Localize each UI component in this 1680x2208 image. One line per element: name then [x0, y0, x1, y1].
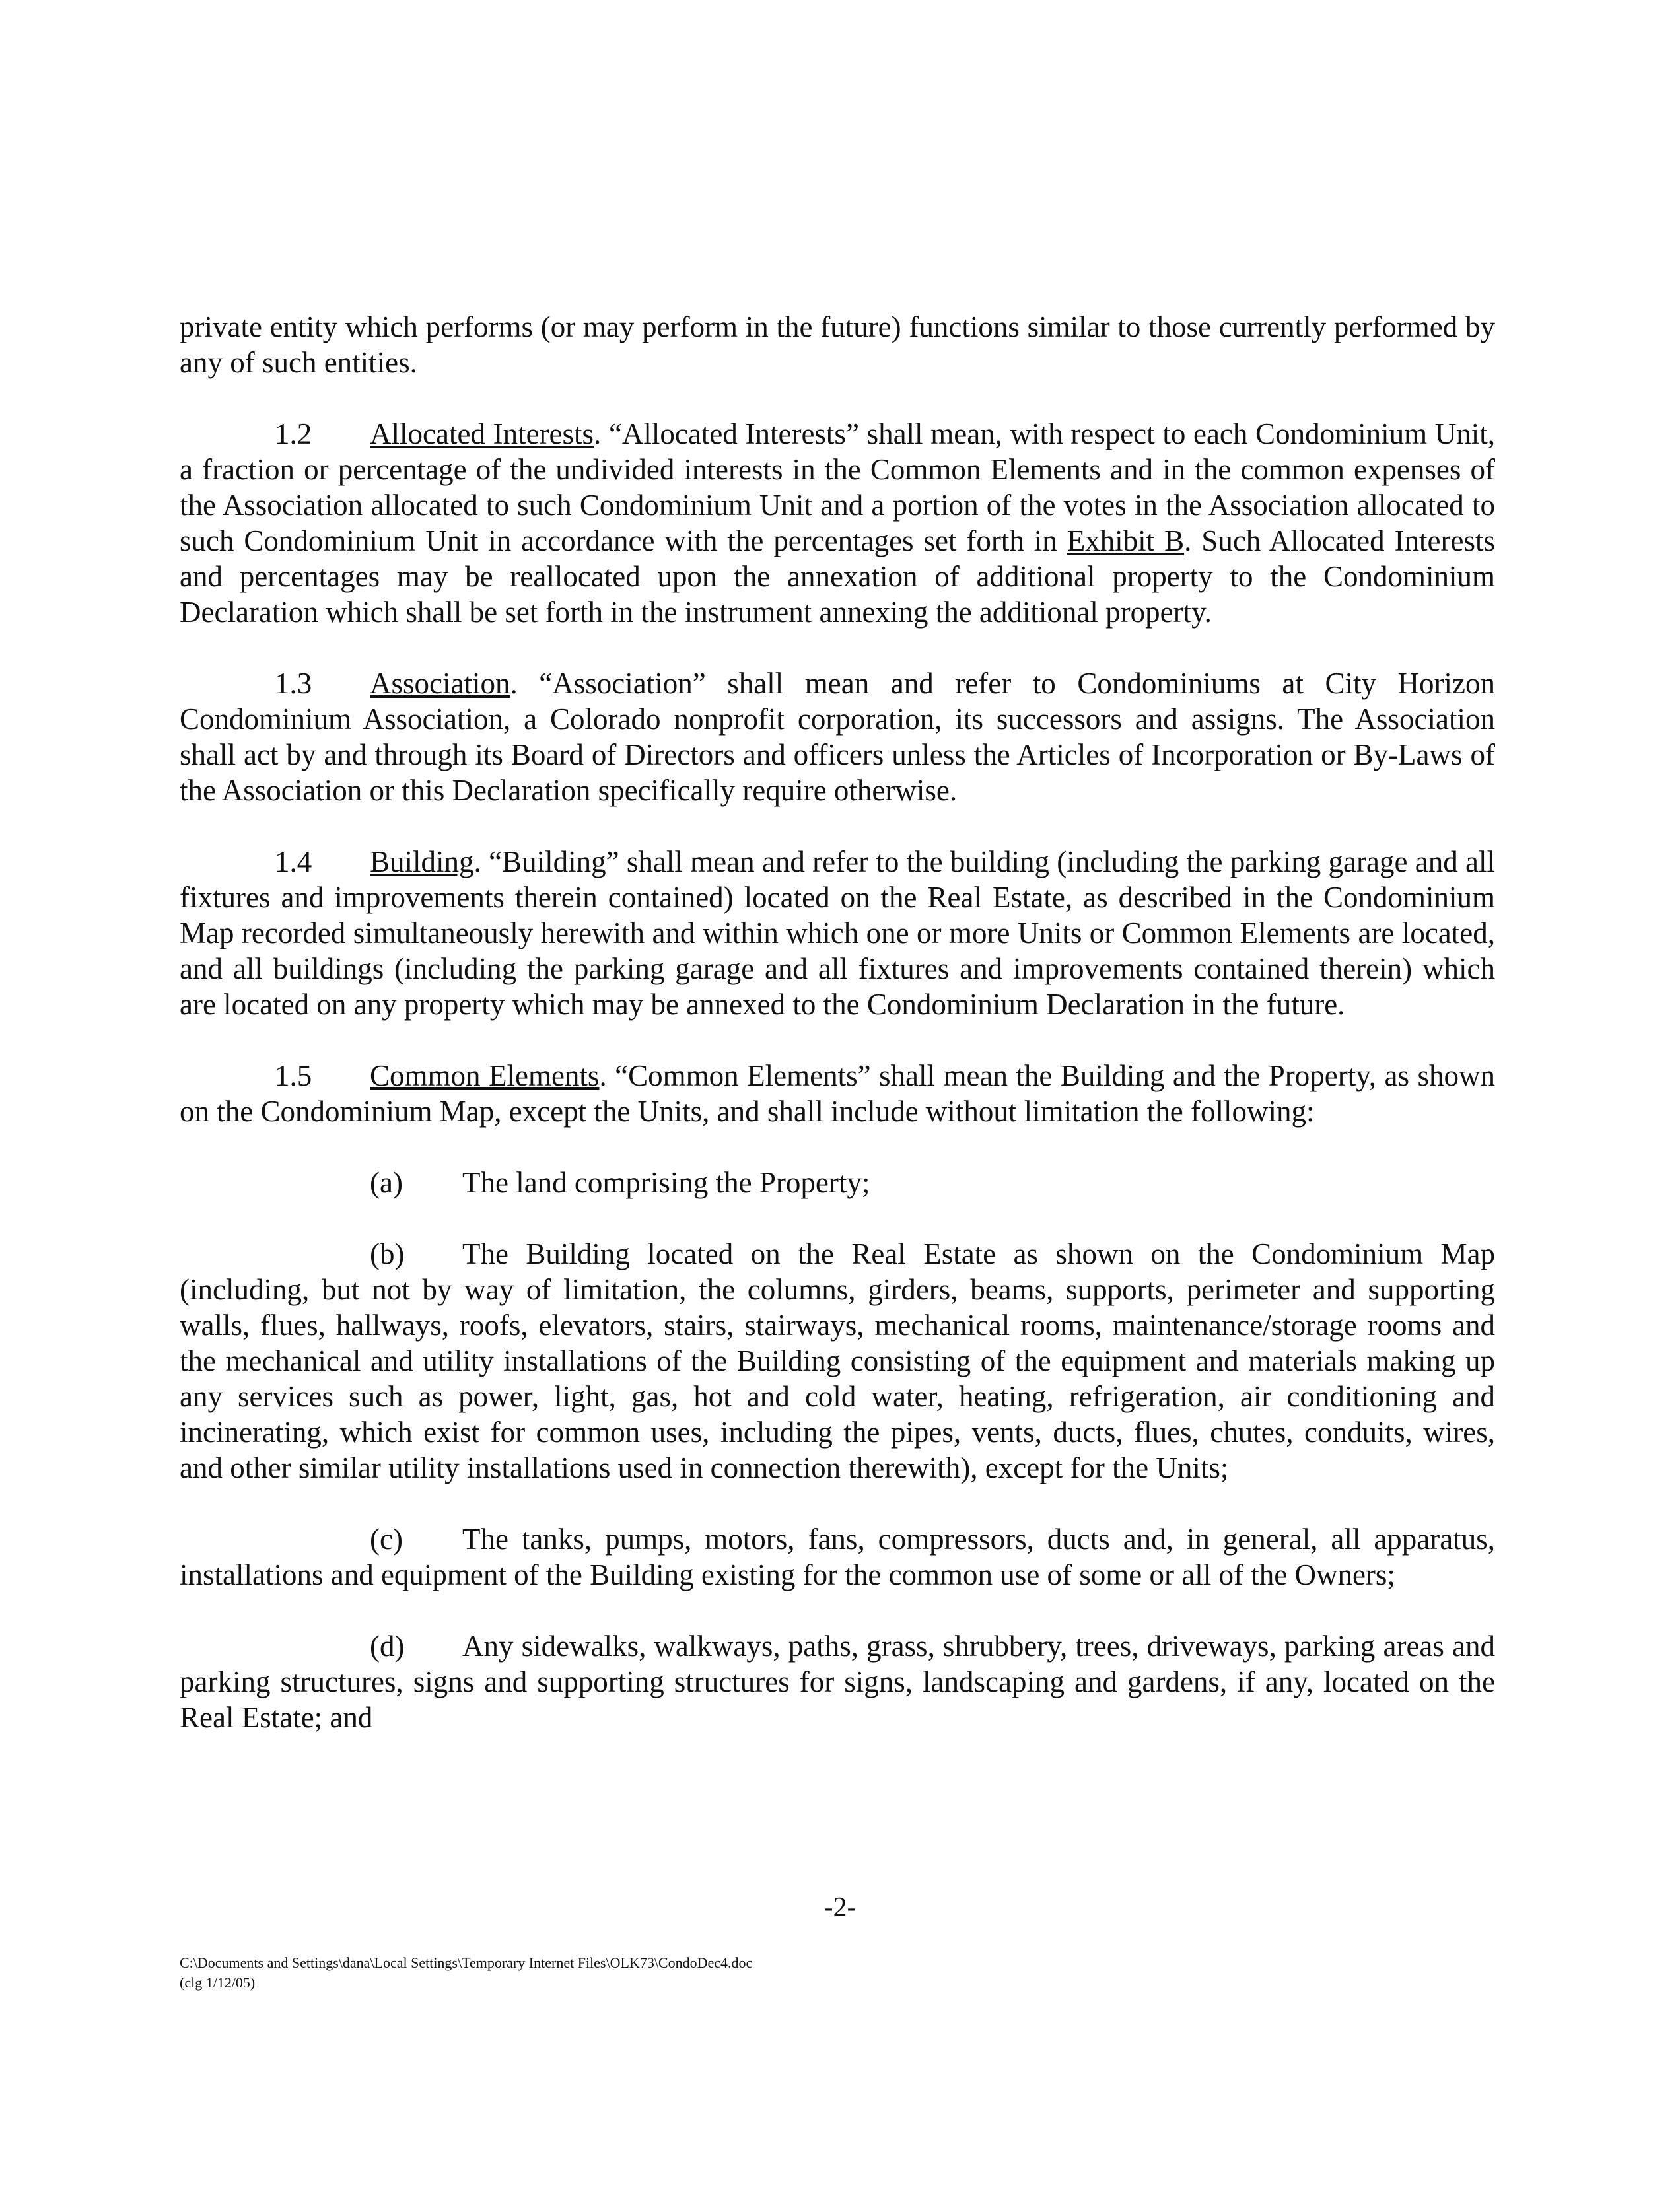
section-number: 1.5 [275, 1059, 312, 1092]
subsection-label: (a) [370, 1166, 403, 1199]
subsection-text: Any sidewalks, walkways, paths, grass, shrubbery, trees, driveways, parking areas and parking structures, signs and supporting structures for signs, landscaping and gardens, if any, located on the Real Estate; and [180, 1630, 1495, 1734]
document-body [180, 309, 1495, 1735]
subsection-text: The tanks, pumps, motors, fans, compressors, ducts and, in general, all apparatus, installations and equipment of the Building existing for the common use of some or all of the Owners; [180, 1523, 1495, 1591]
footer-file-path: C:\Documents and Settings\dana\Local Settings\Temporary Internet Files\OLK73\CondoDec4.doc [180, 1954, 753, 1971]
section-heading: Allocated Interests [370, 417, 594, 450]
section-heading: Association [370, 667, 510, 700]
section-text: . “Building” shall mean and refer to the building (including the parking garage and all fixtures and improvements therein contained) located on the Real Estate, as described in the Condominium Map recorded simultaneously herewith and within which one or more Units or Common Elements are located, and all buildings (including the parking garage and all fixtures and improvements contained therein) which are located on any property which may be annexed to the Condominium Declaration in the future. [180, 845, 1495, 1021]
section-1-2-allocated-interests [180, 416, 1495, 630]
section-heading: Common Elements [370, 1059, 600, 1092]
subsection-b [180, 1236, 1495, 1486]
subsection-a [180, 1165, 1495, 1200]
page-number: -2- [823, 1892, 857, 1923]
document-footer [180, 1953, 752, 1993]
section-text: . “Common Elements” shall mean the Building and the Property, as shown on the Condominium Map, except the Units, and shall include without limitation the following: [180, 1059, 1495, 1128]
section-1-5-common-elements [180, 1058, 1495, 1129]
section-text: . “Allocated Interests” shall mean, with respect to each Condominium Unit, a fraction or percentage of the undivided interests in the Common Elements and in the common expenses of the Association allocated to such Condominium Unit and a portion of the votes in the Association allocated to such Condominium Unit in accordance with the percentages set forth in [180, 417, 1495, 557]
footer-code: (clg 1/12/05) [180, 1974, 256, 1991]
subsection-label: (b) [370, 1237, 405, 1270]
section-1-4-building [180, 844, 1495, 1022]
section-text: . “Association” shall mean and refer to Condominiums at City Horizon Condominium Association, a Colorado nonprofit corporation, its successors and assigns. The Association shall act by and through its Board of Directors and officers unless the Articles of Incorporation or By-Laws of the Association or this Declaration specifically require otherwise. [180, 667, 1495, 807]
section-1-3-association [180, 666, 1495, 808]
section-number: 1.3 [275, 667, 312, 700]
exhibit-reference: Exhibit B [1067, 524, 1185, 557]
subsection-text: The Building located on the Real Estate as shown on the Condominium Map (including, but not by way of limitation, the columns, girders, beams, supports, perimeter and supporting walls, flues, hallways, roofs, elevators, stairs, stairways, mechanical rooms, maintenance/storage rooms and the mechanical and utility installations of the Building consisting of the equipment and materials making up any services such as power, light, gas, hot and cold water, heating, refrigeration, air conditioning and incinerating, which exist for common uses, including the pipes, vents, ducts, flues, chutes, conduits, wires, and other similar utility installations used in connection therewith), except for the Units; [180, 1237, 1495, 1484]
section-text-continued: . Such Allocated Interests and percentages may be reallocated upon the annexation of additional property to the Condominium Declaration which shall be set forth in the instrument annexing the additional property. [180, 524, 1496, 629]
subsection-text: The land comprising the Property; [462, 1166, 870, 1199]
subsection-label: (d) [370, 1630, 405, 1663]
subsection-label: (c) [370, 1523, 403, 1556]
subsection-d [180, 1628, 1495, 1735]
section-number: 1.2 [275, 417, 312, 450]
section-heading: Building [370, 845, 474, 878]
continuation-paragraph: private entity which performs (or may perform in the future) functions similar to those currently performed by any of such entities. [180, 310, 1495, 379]
section-number: 1.4 [275, 845, 312, 878]
subsection-c [180, 1521, 1495, 1593]
